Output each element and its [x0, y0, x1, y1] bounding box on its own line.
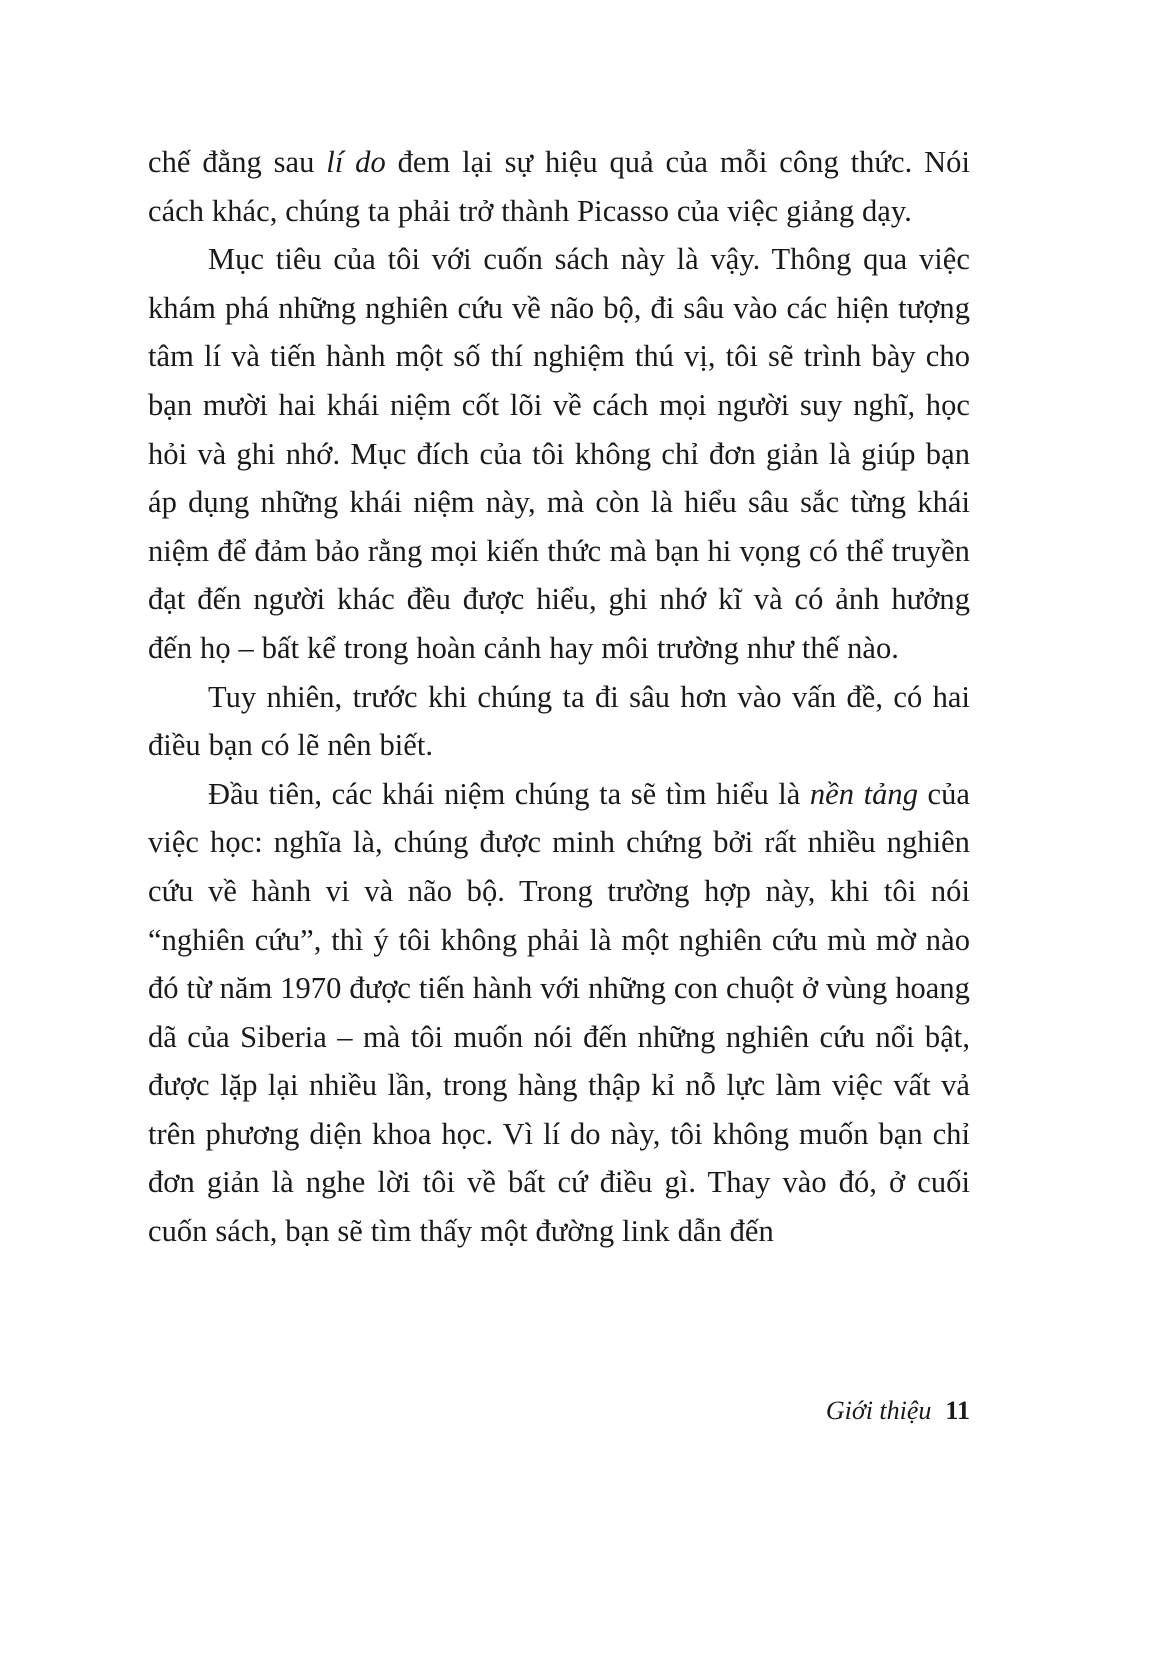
text-run: Đầu tiên, các khái niệm chúng ta sẽ tìm hiểu là: [208, 776, 810, 811]
text-run: đem lại sự hiệu quả của mỗi công thức. Nói cách khác, chúng ta phải trở thành Picasso của việc giảng dạy.: [148, 145, 970, 228]
paragraph: [148, 770, 970, 1256]
page-number: 11: [945, 1396, 970, 1425]
page-footer: [148, 1396, 970, 1426]
paragraph: [148, 673, 970, 770]
running-head: Giới thiệu: [825, 1396, 932, 1425]
text-run: của việc học: nghĩa là, chúng được minh chứng bởi rất nhiều nghiên cứu về hành vi và não bộ. Trong trường hợp này, khi tôi nói “nghiên cứu”, thì ý tôi không phải là một nghiên cứu mù mờ nào đó từ năm 1970 được tiến hành với những con chuột ở vùng hoang dã của Siberia – mà tôi muốn nói đến những nghiên cứu nổi bật, được lặp lại nhiều lần, trong hàng thập kỉ nỗ lực làm việc vất vả trên phương diện khoa học. Vì lí do này, tôi không muốn bạn chỉ đơn giản là nghe lời tôi về bất cứ điều gì. Thay vào đó, ở cuối cuốn sách, bạn sẽ tìm thấy một đường link dẫn đến: [148, 776, 970, 1249]
paragraph: [148, 138, 970, 235]
paragraph: [148, 235, 970, 672]
body-text-block: [148, 138, 970, 1256]
text-run: chế đằng sau: [148, 145, 327, 179]
text-run: Mục tiêu của tôi với cuốn sách này là vậy. Thông qua việc khám phá những nghiên cứu về não bộ, đi sâu vào các hiện tượng tâm lí và tiến hành một số thí nghiệm thú vị, tôi sẽ trình bày cho bạn mười hai khái niệm cốt lõi về cách mọi người suy nghĩ, học hỏi và ghi nhớ. Mục đích của tôi không chỉ đơn giản là giúp bạn áp dụng những khái niệm này, mà còn là hiểu sâu sắc từng khái niệm để đảm bảo rằng mọi kiến thức mà bạn hi vọng có thể truyền đạt đến người khác đều được hiểu, ghi nhớ kĩ và có ảnh hưởng đến họ – bất kể trong hoàn cảnh hay môi trường như thế nào.: [148, 242, 970, 665]
text-run: Tuy nhiên, trước khi chúng ta đi sâu hơn vào vấn đề, có hai điều bạn có lẽ nên biết.: [148, 679, 970, 763]
text-run-italic: nền tảng: [809, 776, 918, 811]
text-run-italic: lí do: [326, 145, 386, 179]
